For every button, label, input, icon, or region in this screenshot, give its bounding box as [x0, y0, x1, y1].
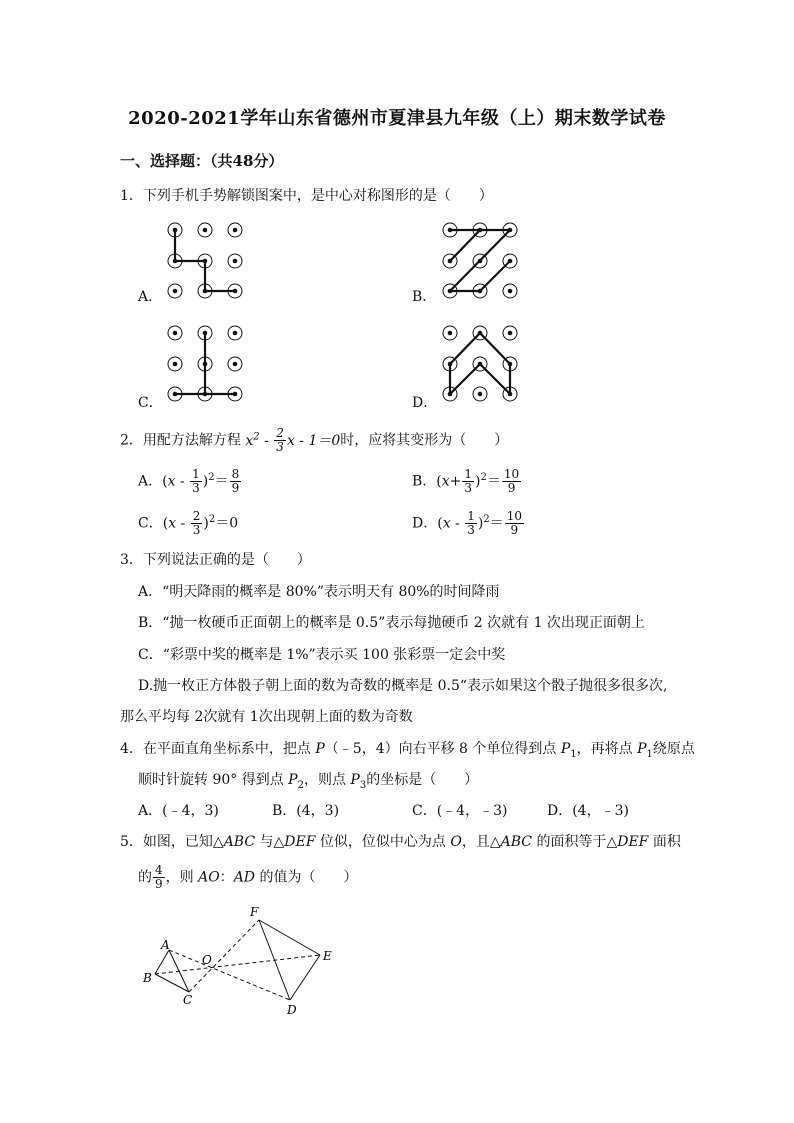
q2-stem-suffix: 时，应将其变形为（ ）	[340, 432, 509, 449]
q1-pattern-c	[155, 318, 255, 413]
q5-stem-line1: 5．如图，已知△ABC 与△DEF 位似，位似中心为点 O，且△ABC 的面积等于△DEF 面积	[120, 834, 681, 850]
q2-stem-prefix: 2．用配方法解方程	[120, 432, 241, 449]
q4-option-b[interactable]: B．(4，3)	[272, 803, 340, 819]
q5-stem-line2: 的 $\frac{4}{9}$ ，则 AO：AD 的值为（ ）	[138, 863, 358, 891]
q3-option-d-line1[interactable]: D.抛一枚正方体骰子朝上面的数为奇数的概率是 0.5“表示如果这个骰子抛很多很多次,	[138, 678, 668, 694]
q5-label-d: D	[287, 1003, 297, 1017]
q3-option-d-line2: 那么平均每 2次就有 1次出现朝上面的数为奇数	[120, 709, 413, 725]
q1-stem: 1．下列手机手势解锁图案中，是中心对称图形的是（ ）	[120, 188, 493, 204]
q2-option-d[interactable]: D．(x - $\frac{1}{3}$ )$^2$＝ $\frac{10}{9}$	[412, 509, 523, 538]
q2-equation: $x^2$ - $\frac{2}{3}$ x - 1＝0	[245, 426, 341, 455]
q3-option-b[interactable]: B．“抛一枚硬币正面朝上的概率是 0.5”表示每抛硬币 2 次就有 1 次出现正面朝上	[138, 615, 645, 631]
q4-option-c[interactable]: C．(﹣4，﹣3)	[412, 803, 508, 819]
q4-stem-line2: 顺时针旋转 90° 得到点 $P_2$，则点 $P_3$的坐标是（ ）	[138, 772, 479, 791]
q2-option-a[interactable]: A．(x - $\frac{1}{3}$ )$^2$＝ $\frac{8}{9}$	[138, 467, 240, 496]
page-title: 2020-2021学年山东省德州市夏津县九年级（上）期末数学试卷	[128, 108, 666, 129]
q4-option-a[interactable]: A．(﹣4，3)	[138, 803, 219, 819]
q1-pattern-d	[430, 318, 530, 413]
q5-label-o: O	[202, 953, 212, 967]
q3-stem: 3．下列说法正确的是（ ）	[120, 552, 311, 568]
q3-option-c[interactable]: C．“彩票中奖的概率是 1%”表示买 100 张彩票一定会中奖	[138, 647, 506, 663]
q1-label-d: D．	[412, 395, 438, 411]
q2-option-c[interactable]: C．(x - $\frac{2}{3}$ )$^2$＝0	[138, 509, 239, 538]
q4-option-d[interactable]: D．(4，﹣3)	[547, 803, 629, 819]
q5-label-f: F	[250, 905, 259, 919]
q5-figure	[135, 900, 345, 1020]
q5-label-e: E	[323, 949, 332, 963]
q3-option-a[interactable]: A．“明天降雨的概率是 80%”表示明天有 80%的时间降雨	[138, 584, 500, 600]
q1-label-a: A．	[138, 289, 163, 305]
q1-pattern-a	[155, 215, 255, 310]
q1-label-b: B．	[412, 289, 437, 305]
q4-stem-line1: 4．在平面直角坐标系中，把点 P（﹣5，4）向右平移 8 个单位得到点 $P_1$，再将点 $P_1$绕原点	[120, 741, 695, 760]
section-heading: 一、选择题：（共48分）	[120, 152, 284, 170]
q2-option-b[interactable]: B．(x+ $\frac{1}{3}$ )$^2$＝ $\frac{10}{9}$	[412, 467, 520, 496]
q5-label-c: C	[183, 993, 193, 1007]
q1-label-c: C．	[138, 395, 163, 411]
q5-label-a: A	[161, 938, 170, 952]
q5-label-b: B	[143, 971, 152, 985]
q2-stem	[120, 427, 508, 454]
q1-pattern-b	[430, 215, 530, 310]
